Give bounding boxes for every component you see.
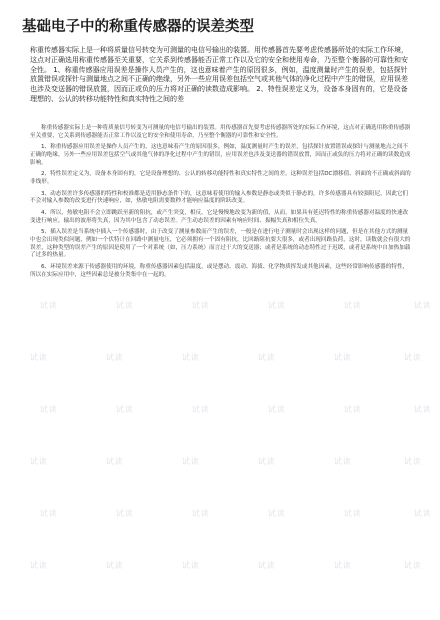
intro-text: 称重传感器实际上是一种将质量信号转变为可测量的电信号输出的装置。用传感器首先要考虑传感器所处的实际工作环境，这点对正确选用称重传感器至关重要，它关系到传感器能否正常工作以及它的安全和使用寿命，乃至整个衡器的可靠性和安全性。 1、称重传感器应用误差是操作人员产生的，这也意味着产生的原因很多，例如，温度测量时产生的误差，包括探针放置错误或探针与测量地点之间不正确的绝缘，另外一些应用误差包括空气或其他气体的净化过程中产生的错误，应用误差也涉及变送器的错误放置，因而正或负的压力将对正确的读数造成影响。 2、特性误差定义为，设备本身固有的，它是设备理想的、公认的转移功能特性和真实特性之间的差 [30,46,408,103]
watermark-mark: 试读 [191,301,210,310]
watermark-mark: 试读 [257,457,276,466]
watermark-mark: 试读 [257,353,276,362]
intro-block [30,46,412,105]
watermark-mark: 试读 [267,509,286,518]
watermark-mark: 试读 [191,405,210,414]
paragraph: 称重传感器实际上是一种将质量信号转变为可测量的电信号输出的装置。用传感器首先要考虑传感器所处的实际工作环境，这点对正确选用称重传感器至关重要，它关系到传感器能否正常工作以及它的安全和使用寿命，乃至整个衡器的可靠性和安全性。 [30,125,411,139]
paragraph: 3、动态误差许多传感器的特性和校准都是适用静态条件下的，这意味着使用的输入参数是静态或类似于静态的，许多传感器具有较强阻尼，因此它们不会对输入参数的改变进行快速响应，如，热敏电阻需要数秒才能响应温度的阶跃改变。 [30,190,409,205]
watermark-mark: 试读 [333,561,352,570]
watermark-mark: 试读 [105,353,124,362]
watermark-mark: 试读 [413,301,432,310]
watermark-mark: 试读 [413,509,432,518]
paragraph: 5、插入误差是当系统中插入一个传感器时，由于改变了测量参数而产生的误差，一般是在进行电子测量时会出现这样的问题，但是在其他方式的测量中也会出现类似问题，例如一个伏特计在回路中测量电压，它必须拥有一个固有阻抗，比回路阻抗要大很多，或者出现回路负荷，这时，读数就会有很大的误差，这种类型的误差产生的原因是使用了一个对系统（如，压力系统）而言过于大的变送器；或者是系统的动态特性过于迟缓，或者是系统中自加热加载了过多的热量。 [30,229,411,259]
watermark-mark: 试读 [343,405,362,414]
paragraph: 6、环境误差来源于传感器使用的环境，称重传感器因素包括温度，或是摆动、震动、海拔、化学物质挥发或其他因素，这些经常影响传感器的特性，所以在实际应用中，这些因素总是被分类集中在一起的。 [30,264,409,278]
watermark-mark: 试读 [403,457,422,466]
watermark-mark: 试读 [403,561,422,570]
watermark-mark: 试读 [29,457,48,466]
watermark-mark: 试读 [29,561,48,570]
watermark-mark: 试读 [257,561,276,570]
watermark-mark: 试读 [181,353,200,362]
body-text [30,125,412,283]
watermark-mark: 试读 [267,405,286,414]
watermark-mark: 试读 [115,301,134,310]
watermark-mark: 试读 [181,561,200,570]
paragraph: 4、所以，热敏电阻不会立即跳跃至新的阻抗，或产生突变，相反，它是慢慢地改变为新的值，从而，如果具有延迟特性的称重传感器对温度的快速改变进行响应，输出的波形将失真，因为其中包含了动态误差。产生动态误差的因素有响应时间、振幅失真和相位失真。 [30,210,409,224]
watermark-mark: 试读 [105,561,124,570]
watermark-mark: 试读 [191,509,210,518]
watermark-mark: 试读 [403,353,422,362]
watermark-mark: 试读 [115,509,134,518]
watermark-mark: 试读 [39,301,58,310]
paragraph: 1、称重传感器应用误差是操作人员产生的，这也意味着产生的原因很多，例如，温度测量时产生的误差，包括探针放置错误或探针与测量地点之间不正确的绝缘，另外一些应用误差包括空气或其他气体的净化过程中产生的错误，应用误差也涉及变送器的错误放置，因而正或负的压力将对正确的读数造成影响。 [30,144,411,166]
watermark-mark: 试读 [115,405,134,414]
watermark-mark: 试读 [343,301,362,310]
watermark-mark: 试读 [343,509,362,518]
paragraph: 2、特性误差定义为，设备本身固有的，它是设备理想的、公认的转移功能特性和真实特性之间的差，这种误差包括DC漂移值、斜面的不正确或斜面的非线形。 [30,171,411,185]
watermark-mark: 试读 [413,405,432,414]
watermark-mark: 试读 [267,301,286,310]
watermark-mark: 试读 [181,457,200,466]
watermark-mark: 试读 [333,353,352,362]
page-title: 基础电子中的称重传感器的误差类型 [22,19,254,35]
watermark-mark: 试读 [39,509,58,518]
watermark-mark: 试读 [333,457,352,466]
watermark-mark: 试读 [39,405,58,414]
watermark-mark: 试读 [105,457,124,466]
watermark-mark: 试读 [29,353,48,362]
